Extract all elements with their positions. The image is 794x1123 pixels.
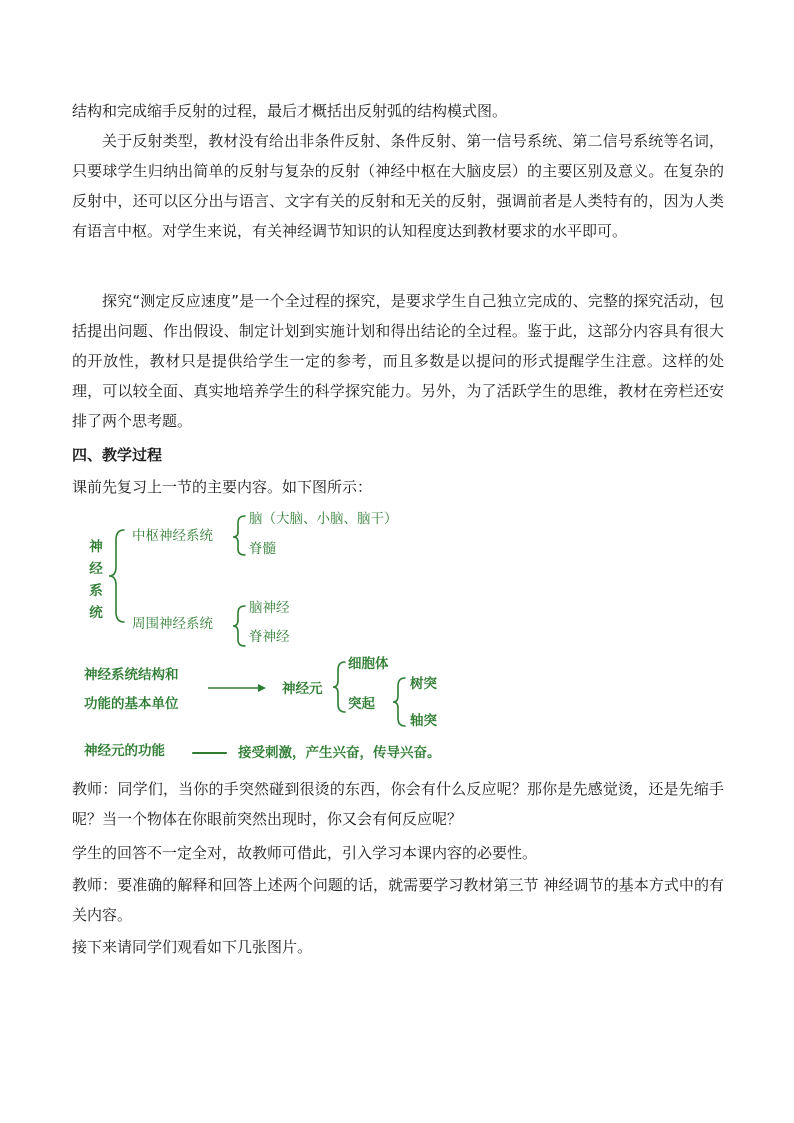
root-char: 系 xyxy=(89,583,103,599)
paragraph-next: 接下来请同学们观看如下几张图片。 xyxy=(72,938,313,956)
unit-label-line1: 神经系统结构和 xyxy=(84,667,179,683)
dendrite-label: 树突 xyxy=(410,676,437,692)
unit-label-line2: 功能的基本单位 xyxy=(84,696,179,712)
neuron-function-label: 神经元的功能 xyxy=(84,743,165,759)
root-char: 神 xyxy=(89,539,103,555)
peripheral-nervous-system: 周围神经系统 xyxy=(132,616,213,632)
process-label: 突起 xyxy=(348,696,375,712)
neuron-function-text: 接受刺激，产生兴奋，传导兴奋。 xyxy=(238,745,441,761)
root-char: 经 xyxy=(89,561,103,577)
paragraph-reflex-types: 关于反射类型，教材没有给出非条件反射、条件反射、第一信号系统、第二信号系统等名词，只要球学生归纳出简单的反射与复杂的反射（神经中枢在大脑皮层）的主要区别及意义。在复杂的反射中，还可以区分出与语言、文字有关的反射和无关的反射，强调前者是人类特有的，因为人类有语言中枢。对学生来说，有关神经调节知识的认知程度达到教材要求的水平即可。 xyxy=(72,132,724,240)
paragraph-teacher-explain: 教师：要准确的解释和回答上述两个问题的话，就需要学习教材第三节 神经调节的基本方式中的有关内容。 xyxy=(72,876,724,924)
paragraph-teacher-question: 教师：同学们，当你的手突然碰到很烫的东西，你会有什么反应呢？那你是先感觉烫，还是先缩手呢？当一个物体在你眼前突然出现时，你又会有何反应呢？ xyxy=(72,780,724,828)
paragraph-review: 课前先复习上一节的主要内容。如下图所示： xyxy=(72,478,373,496)
cell-body-label: 细胞体 xyxy=(348,656,389,672)
paragraph-inquiry: 探究“测定反应速度”是一个全过程的探究，是要求学生自己独立完成的、完整的探究活动，包括提出问题、作出假设、制定计划到实施计划和得出结论的全过程。鉴于此，这部分内容具有很大的开放性，教材只是提供给学生一定的参考，而且多数是以提问的形式提醒学生注意。这样的处理，可以较全面、真实地培养学生的科学探究能力。另外，为了活跃学生的思维，教材在旁栏还安排了两个思考题。 xyxy=(72,292,724,430)
nervous-system-vertical-label xyxy=(88,536,104,624)
neuron-label: 神经元 xyxy=(282,681,323,697)
root-char: 统 xyxy=(89,605,103,621)
axon-label: 轴突 xyxy=(410,713,437,729)
section-heading: 四、教学过程 xyxy=(72,446,163,464)
paragraph-student-answer: 学生的回答不一定全对，故教师可借此，引入学习本课内容的必要性。 xyxy=(72,844,538,862)
spinal-nerves-label: 脊神经 xyxy=(249,629,290,645)
cranial-nerves-label: 脑神经 xyxy=(249,600,290,616)
central-nervous-system: 中枢神经系统 xyxy=(132,528,213,544)
brain-label: 脑（大脑、小脑、脑干） xyxy=(249,511,398,527)
spinal-cord-label: 脊髓 xyxy=(249,541,276,557)
paragraph-continuation: 结构和完成缩手反射的过程，最后才概括出反射弧的结构模式图。 xyxy=(72,102,508,120)
